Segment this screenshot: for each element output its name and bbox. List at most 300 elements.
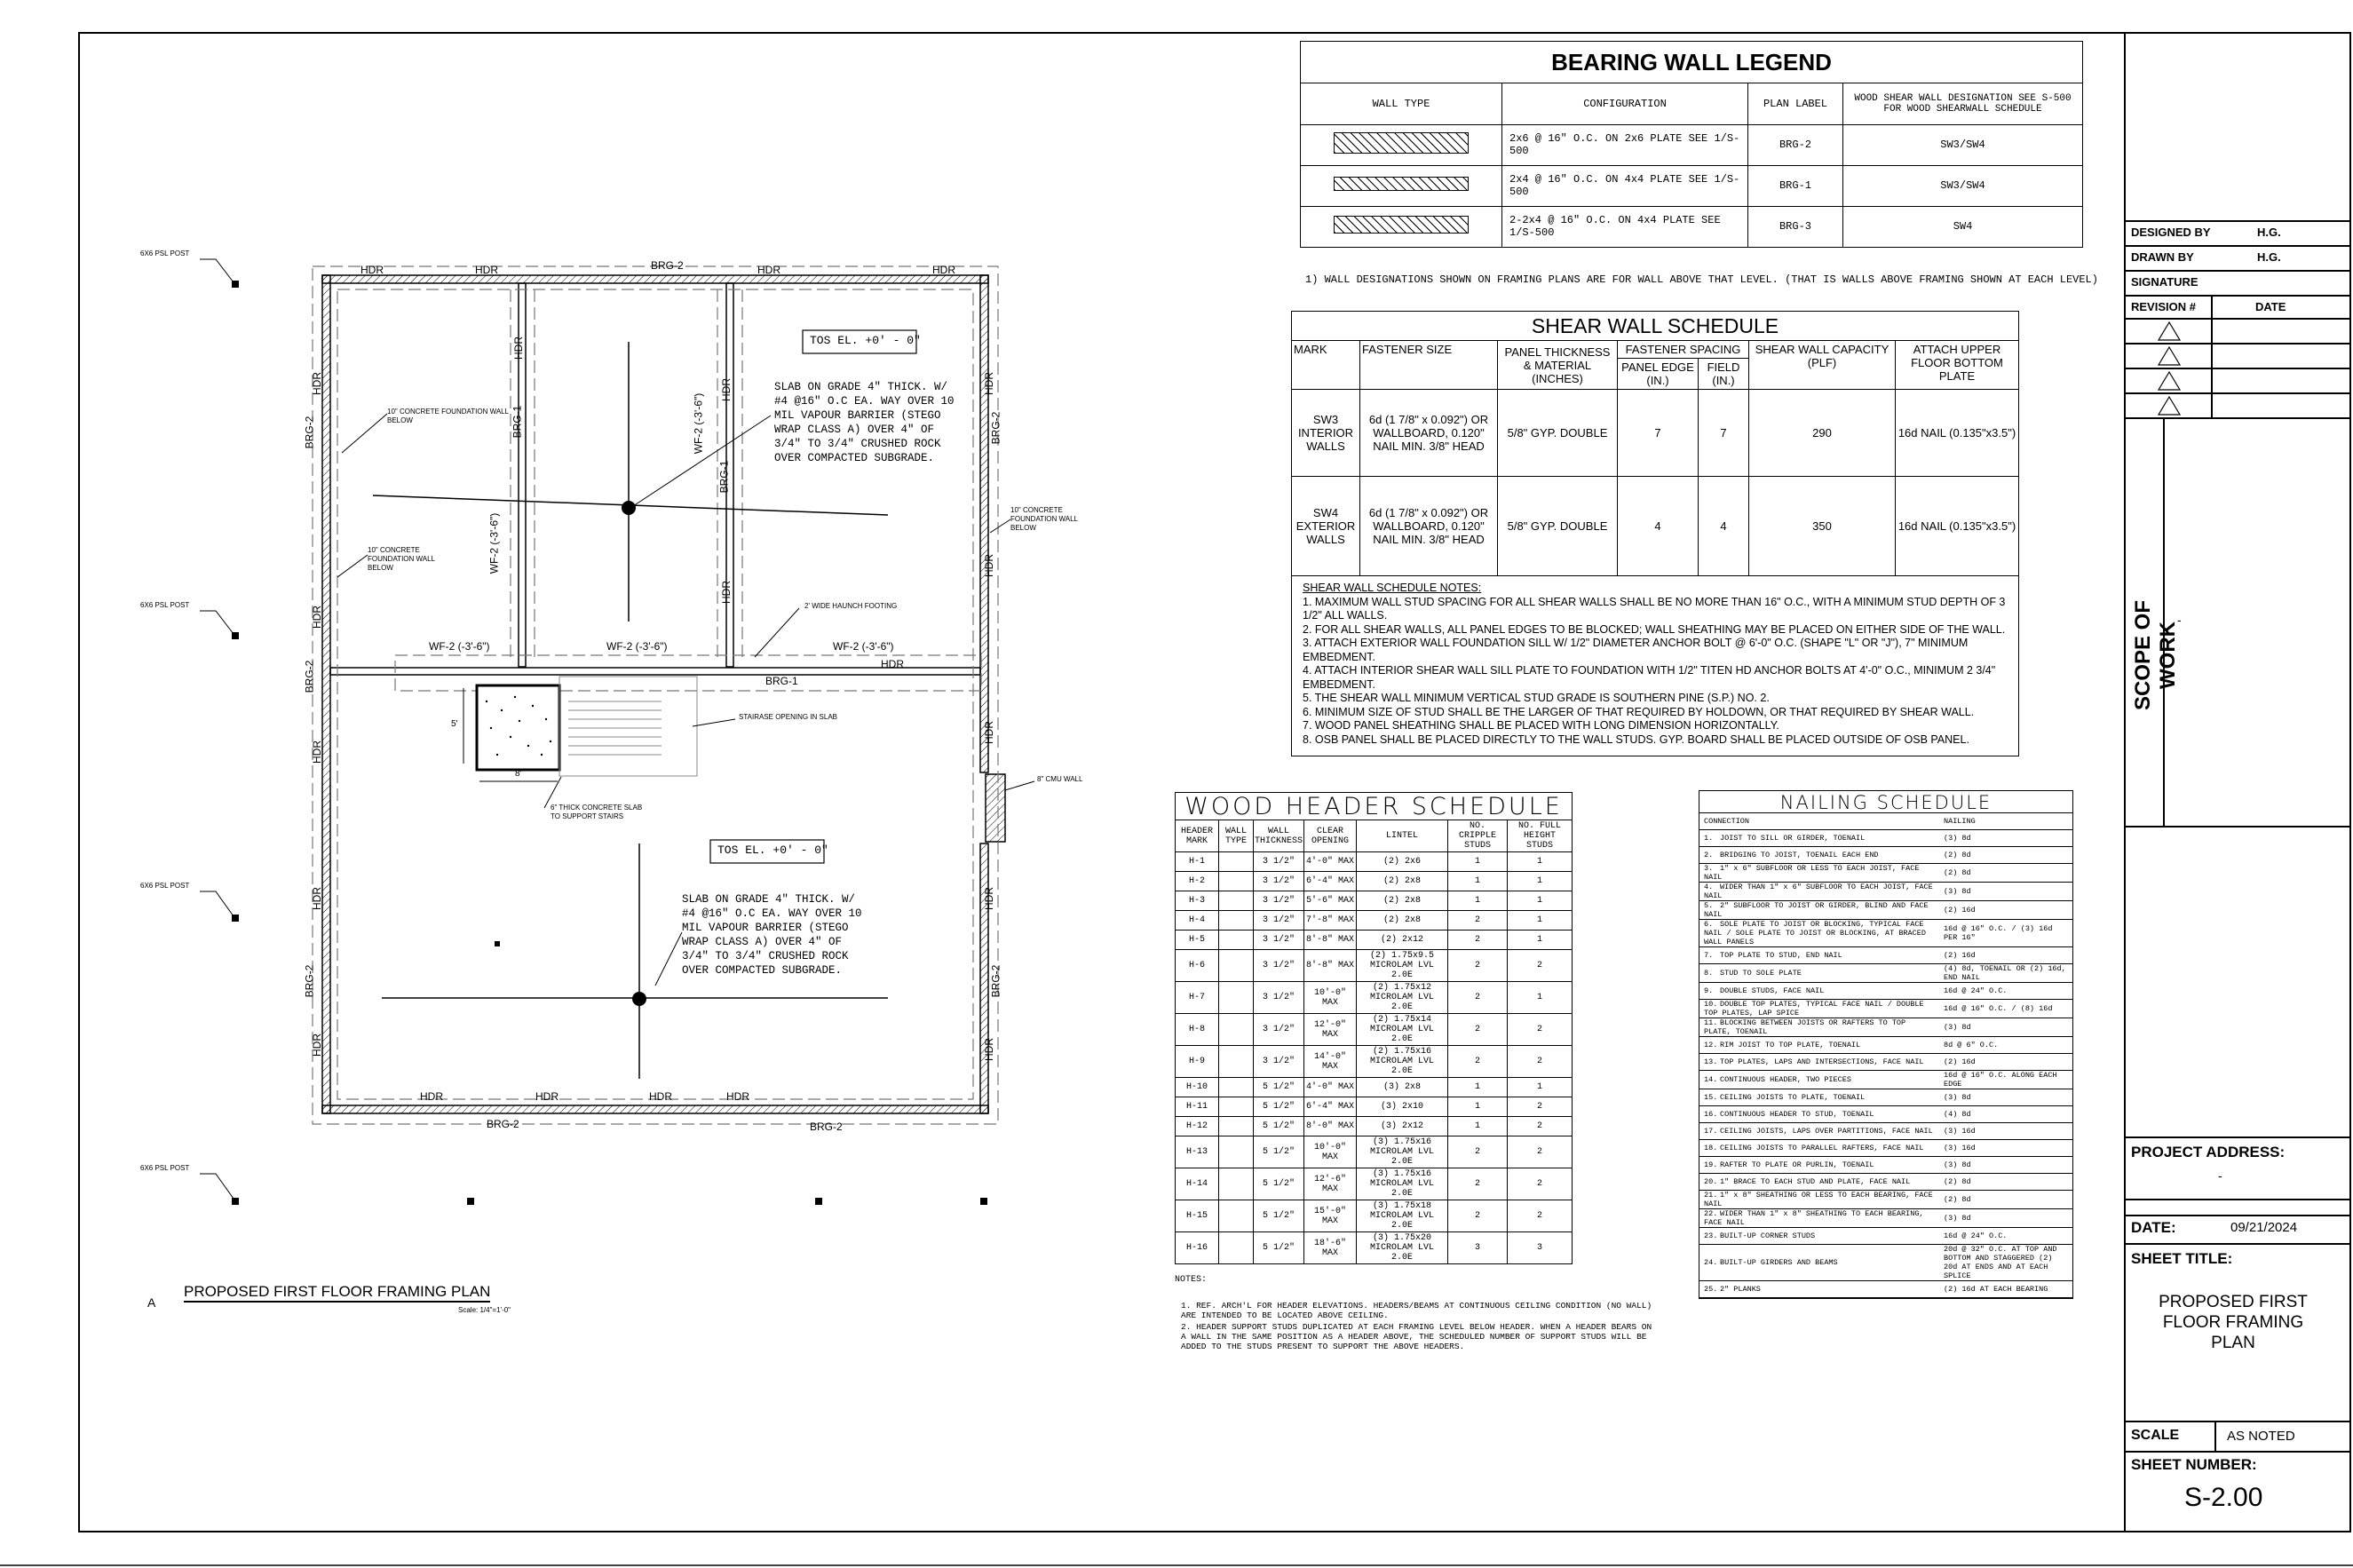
nailing-value: (4) 8d, TOENAIL OR (2) 16d, END NAIL [1939, 964, 2072, 983]
hdr-label: HDR [420, 1090, 443, 1103]
header-schedule-cell: 18'-6" MAX [1304, 1232, 1357, 1264]
nailing-value: (2) 8d [1939, 847, 2072, 864]
wf2-label: WF-2 (-3'-6") [487, 512, 501, 574]
nailing-value: 16d @ 24" O.C. [1939, 1228, 2072, 1245]
nailing-connection-text: BUILT-UP CORNER STUDS [1720, 1231, 1816, 1240]
header-schedule-cell: (2) 2x8 [1357, 872, 1448, 891]
hdr-label: HDR [311, 1033, 323, 1057]
nailing-row [1699, 1174, 2072, 1191]
nailing-number: 15. [1704, 1093, 1718, 1102]
nailing-value: (3) 16d [1939, 1123, 2072, 1140]
header-schedule-cell: 6'-4" MAX [1304, 1097, 1357, 1117]
shear-note: 3. ATTACH EXTERIOR WALL FOUNDATION SILL W/ 1/2" DIAMETER ANCHOR BOLT @ 6'-0" O.C. (SHAPE "L" OR "J"), 7" MINIMUM EMBEDMENT. [1303, 637, 1969, 663]
nailing-connection [1699, 1123, 1939, 1140]
nailing-h-conn: CONNECTION [1699, 813, 1939, 830]
nailing-connection-text: STUD TO SOLE PLATE [1720, 969, 1802, 978]
legend-header: PLAN LABEL [1748, 83, 1843, 124]
tb-rule [2124, 826, 2351, 828]
shear-table [1292, 341, 2018, 576]
nailing-row [1699, 864, 2072, 883]
nailing-value: (2) 8d [1939, 864, 2072, 883]
nailing-number: 10. [1704, 1000, 1718, 1009]
header-schedule-cell: 4'-0" MAX [1304, 1078, 1357, 1097]
nailing-connection [1699, 1089, 1939, 1106]
legend-label: BRG-2 [1748, 124, 1843, 165]
header-schedule-cell: H-11 [1176, 1097, 1219, 1117]
header-schedule-cell [1219, 950, 1254, 982]
shear-wall-schedule [1291, 311, 2019, 756]
nailing-row [1699, 1245, 2072, 1281]
header-schedule-cell: 2 [1448, 982, 1508, 1014]
shear-note: 2. FOR ALL SHEAR WALLS, ALL PANEL EDGES TO BE BLOCKED; WALL SHEATHING MAY BE PLACED ON EITHER SIDE OF THE WALL. [1303, 622, 2006, 636]
header-schedule-cell [1219, 931, 1254, 950]
tos-label-lower: TOS EL. +0' - 0" [717, 843, 828, 857]
nailing-connection-text: BLOCKING BETWEEN JOISTS OR RAFTERS TO TOP PLATE, TOENAIL [1704, 1018, 1906, 1036]
header-schedule-row [1176, 1097, 1573, 1117]
nailing-value: (3) 8d [1939, 883, 2072, 901]
nailing-connection [1699, 1228, 1939, 1245]
header-schedule-cell: 2 [1508, 1117, 1573, 1136]
hs-col: WALL THICKNESS [1254, 820, 1304, 852]
wf2-label: WF-2 (-3'-6") [429, 640, 490, 653]
brg1-label: BRG-1 [717, 460, 731, 494]
header-schedule-cell: 2 [1448, 931, 1508, 950]
brg2-bottom-label: BRG-2 [487, 1118, 519, 1130]
nailing-row [1699, 1228, 2072, 1245]
wood-header-schedule [1175, 792, 1573, 1264]
header-schedule-cell: 5 1/2" [1254, 1232, 1304, 1264]
legend-symbol-brg1 [1301, 165, 1502, 206]
header-schedule-cell: (2) 2x8 [1357, 911, 1448, 931]
nailing-value: 8d @ 6" O.C. [1939, 1037, 2072, 1054]
nailing-number: 24. [1704, 1258, 1718, 1267]
header-schedule-cell: 8'-8" MAX [1304, 950, 1357, 982]
shear-note: 1. MAXIMUM WALL STUD SPACING FOR ALL SHEAR WALLS SHALL BE NO MORE THAN 16" O.C., WITH A MINIMUM STUD DEPTH OF 3 1/2" ALL WALLS. [1303, 595, 2006, 622]
tb-rule [2124, 1451, 2351, 1453]
nailing-value: (2) 16d [1939, 947, 2072, 964]
tb-rule [2124, 245, 2351, 247]
shear-note: 5. THE SHEAR WALL MINIMUM VERTICAL STUD GRADE IS SOUTHERN PINE (S.P.) NO. 2. [1303, 692, 1770, 704]
legend-designation: SW3/SW4 [1843, 124, 2083, 165]
sheet-title-value: PROPOSED FIRST FLOOR FRAMING PLAN [2159, 1293, 2308, 1352]
nailing-row [1699, 964, 2072, 983]
hdr-label: HDR [649, 1090, 672, 1103]
nailing-connection [1699, 920, 1939, 947]
shear-h-attach: ATTACH UPPER FLOOR BOTTOM PLATE [1896, 341, 2019, 390]
header-schedule-cell: H-13 [1176, 1136, 1219, 1168]
hdr-label: HDR [512, 337, 525, 360]
header-schedule-row [1176, 1232, 1573, 1264]
stair-slab [477, 685, 559, 770]
header-schedule-cell: 8'-8" MAX [1304, 931, 1357, 950]
hs-col: CLEAR OPENING [1304, 820, 1357, 852]
nailing-value: 16d @ 16" O.C. ALONG EACH EDGE [1939, 1071, 2072, 1089]
nailing-value: (2) 16d [1939, 1054, 2072, 1071]
header-schedule-cell: 5 1/2" [1254, 1200, 1304, 1232]
tb-rule [2124, 417, 2351, 419]
nailing-value: (2) 8d [1939, 1191, 2072, 1209]
header-schedule-cell [1219, 1232, 1254, 1264]
header-schedule-cell: H-9 [1176, 1046, 1219, 1078]
nailing-row [1699, 883, 2072, 901]
header-schedule-notes-title: NOTES: [1175, 1275, 1208, 1285]
shear-h-panel: PANEL THICKNESS & MATERIAL (INCHES) [1498, 341, 1618, 390]
header-schedule-note: 2. HEADER SUPPORT STUDS DUPLICATED AT EACH FRAMING LEVEL BELOW HEADER. WHEN A HEADER BEARS ON A WALL IN THE SAME POSITION AS A HEADER ABOVE, THE SCHEDULED NUMBER OF SUPPORT STUDS WILL BE ADDED TO THE STUDS PRESENT TO SUPPORT THE ABOVE HEADERS. [1181, 1322, 1652, 1351]
shear-h-fastener: FASTENER SIZE [1360, 341, 1498, 390]
nailing-number: 3. [1704, 864, 1714, 873]
hdr-label: HDR [983, 1038, 995, 1061]
header-schedule-cell: 2 [1448, 1046, 1508, 1078]
stairs [559, 677, 697, 776]
nailing-title: NAILING SCHEDULE [1699, 791, 2072, 813]
header-schedule-cell: 3 1/2" [1254, 982, 1304, 1014]
legend-table [1301, 83, 2082, 247]
nailing-row [1699, 1157, 2072, 1174]
wf2-label: WF-2 (-3'-6") [606, 640, 668, 653]
nailing-connection [1699, 1018, 1939, 1037]
nailing-value: (3) 16d [1939, 1140, 2072, 1157]
header-schedule-row [1176, 950, 1573, 982]
hdr-label: HDR [475, 264, 498, 276]
nailing-row [1699, 1054, 2072, 1071]
header-schedule-cell [1219, 1168, 1254, 1200]
project-address-value: - [2218, 1168, 2222, 1183]
nailing-connection [1699, 830, 1939, 847]
tb-rule [2124, 295, 2351, 297]
plan-scale: Scale: 1/4"=1'-0" [458, 1306, 511, 1314]
tb-col [2211, 295, 2213, 417]
header-schedule-cell: 8'-0" MAX [1304, 1117, 1357, 1136]
date-label: DATE: [2131, 1219, 2176, 1236]
nailing-number: 16. [1704, 1110, 1718, 1119]
nailing-number: 1. [1704, 834, 1714, 843]
header-schedule-cell: H-2 [1176, 872, 1219, 891]
header-schedule-cell [1219, 1097, 1254, 1117]
header-schedule-row [1176, 911, 1573, 931]
header-schedule-cell: 15'-0" MAX [1304, 1200, 1357, 1232]
header-schedule-cell: H-16 [1176, 1232, 1219, 1264]
header-schedule-cell: H-3 [1176, 891, 1219, 911]
nailing-connection-text: WIDER THAN 1" x 8" SHEATHING TO EACH BEARING, FACE NAIL [1704, 1209, 1924, 1227]
hs-col: HEADER MARK [1176, 820, 1219, 852]
nailing-connection [1699, 864, 1939, 883]
nailing-connection [1699, 1037, 1939, 1054]
drawn-by-value: H.G. [2257, 250, 2281, 264]
designed-by-label: DESIGNED BY [2131, 226, 2211, 239]
hdr-label: HDR [757, 264, 780, 276]
header-schedule-cell: 1 [1508, 931, 1573, 950]
header-schedule-cell: 12'-0" MAX [1304, 1014, 1357, 1046]
plan-callout-letter: A [147, 1295, 156, 1310]
nailing-connection-text: CEILING JOISTS TO PLATE, TOENAIL [1720, 1093, 1866, 1102]
nailing-number: 18. [1704, 1144, 1718, 1152]
shear-mark: SW3 INTERIOR WALLS [1292, 390, 1360, 477]
hdr-label: HDR [720, 581, 733, 604]
cmu-wall [986, 774, 1005, 842]
shear-edge: 4 [1618, 477, 1699, 576]
header-schedule-cell: H-10 [1176, 1078, 1219, 1097]
sheet-title-label: SHEET TITLE: [2131, 1250, 2233, 1267]
nailing-connection [1699, 964, 1939, 983]
header-schedule-row [1176, 931, 1573, 950]
nailing-row [1699, 1000, 2072, 1018]
scale-value: AS NOTED [2227, 1429, 2295, 1444]
header-schedule-cell [1219, 1046, 1254, 1078]
legend-config: 2x4 @ 16" O.C. ON 4x4 PLATE SEE 1/S-500 [1502, 165, 1748, 206]
header-schedule-cell: 2 [1448, 911, 1508, 931]
brg1-label: BRG-1 [765, 675, 798, 687]
nailing-connection-text: CEILING JOISTS TO PARALLEL RAFTERS, FACE NAIL [1720, 1144, 1924, 1152]
hdr-label: HDR [881, 658, 904, 670]
header-schedule-cell [1219, 1014, 1254, 1046]
legend-header: WALL TYPE [1301, 83, 1502, 124]
nailing-value: 16d @ 16" O.C. / (8) 16d [1939, 1000, 2072, 1018]
nailing-connection-text: 1" BRACE TO EACH STUD AND PLATE, FACE NAIL [1720, 1177, 1911, 1186]
header-schedule-cell [1219, 891, 1254, 911]
header-schedule-cell: 1 [1508, 982, 1573, 1014]
shear-panel: 5/8" GYP. DOUBLE [1498, 477, 1618, 576]
nailing-value: (3) 8d [1939, 1089, 2072, 1106]
header-schedule-cell: 1 [1448, 1117, 1508, 1136]
legend-label: BRG-1 [1748, 165, 1843, 206]
header-schedule-cell: (3) 1.75x16 MICROLAM LVL 2.0E [1357, 1136, 1448, 1168]
nailing-row [1699, 1191, 2072, 1209]
shear-h-capacity: SHEAR WALL CAPACITY (PLF) [1749, 341, 1896, 390]
brg2-right-label: BRG-2 [989, 411, 1002, 445]
revision-label: REVISION # [2131, 300, 2196, 313]
header-schedule-row [1176, 891, 1573, 911]
nailing-number: 11. [1704, 1018, 1718, 1027]
nailing-connection-text: BRIDGING TO JOIST, TOENAIL EACH END [1720, 851, 1879, 859]
header-schedule-row [1176, 1168, 1573, 1200]
shear-note: 7. WOOD PANEL SHEATHING SHALL BE PLACED WITH LONG DIMENSION HORIZONTALLY. [1303, 719, 1779, 732]
nailing-number: 2. [1704, 851, 1714, 859]
nailing-row [1699, 1123, 2072, 1140]
nailing-connection [1699, 1209, 1939, 1228]
header-schedule-row [1176, 1200, 1573, 1232]
header-schedule-cell: 1 [1448, 1078, 1508, 1097]
tb-rule [2124, 1199, 2351, 1200]
brg2-left-label: BRG-2 [303, 964, 316, 998]
header-schedule-cell: 1 [1448, 852, 1508, 872]
nailing-row [1699, 830, 2072, 847]
shear-note: 6. MINIMUM SIZE OF STUD SHALL BE THE LARGER OF THAT REQUIRED BY HOLDOWN, OR THAT REQUIRED BY SHEAR WALL. [1303, 705, 1975, 718]
header-schedule-cell: 5'-6" MAX [1304, 891, 1357, 911]
nailing-row [1699, 1106, 2072, 1123]
nailing-value: (3) 8d [1939, 830, 2072, 847]
shear-title: SHEAR WALL SCHEDULE [1292, 312, 2018, 341]
project-address-label: PROJECT ADDRESS: [2131, 1144, 2286, 1160]
nailing-connection [1699, 1054, 1939, 1071]
nailing-connection-text: WIDER THAN 1" x 6" SUBFLOOR TO EACH JOIST, FACE NAIL [1704, 883, 1933, 900]
tb-rule [2124, 270, 2351, 272]
nailing-value: 16d @ 24" O.C. [1939, 983, 2072, 1000]
hdr-label: HDR [983, 721, 995, 744]
nailing-number: 25. [1704, 1285, 1718, 1294]
header-schedule-cell: 2 [1508, 1136, 1573, 1168]
hs-col: WALL TYPE [1219, 820, 1254, 852]
cmu-note: 8" CMU WALL [1037, 775, 1083, 783]
hdr-label: HDR [726, 1090, 749, 1103]
header-schedule-row [1176, 1046, 1573, 1078]
nailing-connection [1699, 901, 1939, 920]
header-schedule-cell: H-15 [1176, 1200, 1219, 1232]
header-schedule-cell: (3) 1.75x18 MICROLAM LVL 2.0E [1357, 1200, 1448, 1232]
nailing-connection-text: RIM JOIST TO TOP PLATE, TOENAIL [1720, 1041, 1861, 1049]
plan-title: PROPOSED FIRST FLOOR FRAMING PLAN [184, 1283, 490, 1303]
nailing-number: 7. [1704, 951, 1714, 960]
header-schedule-body [1176, 852, 1573, 1264]
nailing-row [1699, 1140, 2072, 1157]
nailing-connection-text: 1" x 6" SUBFLOOR OR LESS TO EACH JOIST, FACE NAIL [1704, 864, 1920, 882]
legend-header: WOOD SHEAR WALL DESIGNATION SEE S-500 FOR WOOD SHEARWALL SCHEDULE [1843, 83, 2083, 124]
header-schedule-cell: H-8 [1176, 1014, 1219, 1046]
header-schedule-cell: 2 [1448, 1168, 1508, 1200]
header-schedule-cell: 3 1/2" [1254, 931, 1304, 950]
hdr-label: HDR [311, 740, 323, 764]
header-schedule-cell: (3) 2x8 [1357, 1078, 1448, 1097]
header-schedule-row [1176, 1014, 1573, 1046]
date-value: 09/21/2024 [2230, 1220, 2298, 1235]
shear-field: 7 [1699, 390, 1749, 477]
nailing-connection-text: CEILING JOISTS, LAPS OVER PARTITIONS, FACE NAIL [1720, 1127, 1933, 1136]
brg1-label: BRG-1 [511, 405, 524, 439]
nailing-connection-text: CONTINUOUS HEADER, TWO PIECES [1720, 1075, 1851, 1084]
header-schedule-cell: 3 [1508, 1232, 1573, 1264]
header-schedule-cell: 3 1/2" [1254, 1014, 1304, 1046]
header-schedule-cell: 3 1/2" [1254, 950, 1304, 982]
scale-label: SCALE [2131, 1428, 2180, 1443]
header-schedule-cell: 1 [1448, 1097, 1508, 1117]
header-schedule-cell: 14'-0" MAX [1304, 1046, 1357, 1078]
header-schedule-row [1176, 1078, 1573, 1097]
shear-h-field: FIELD (IN.) [1699, 359, 1749, 390]
revision-date-label: DATE [2255, 300, 2286, 313]
nailing-body [1699, 830, 2072, 1298]
nailing-connection [1699, 883, 1939, 901]
header-schedule-cell: (3) 2x10 [1357, 1097, 1448, 1117]
thick-slab-note: 6" THICK CONCRETE SLAB TO SUPPORT STAIRS [551, 804, 643, 820]
nailing-value: 20d @ 32" O.C. AT TOP AND BOTTOM AND STAGGERED (2) 20d AT ENDS AND AT EACH SPLICE [1939, 1245, 2072, 1281]
shear-fastener: 6d (1 7/8" x 0.092") OR WALLBOARD, 0.120" NAIL MIN. 3/8" HEAD [1360, 390, 1498, 477]
legend-symbol-brg2 [1301, 124, 1502, 165]
header-schedule-cell: 3 1/2" [1254, 852, 1304, 872]
legend-symbol-brg3 [1301, 206, 1502, 247]
tb-rule [2124, 1243, 2351, 1245]
shear-h-mark: MARK [1292, 341, 1360, 390]
shear-note: 8. OSB PANEL SHALL BE PLACED DIRECTLY TO THE WALL STUDS. GYP. BOARD SHALL BE PLACED OUTSIDE OF OSB PANEL. [1303, 733, 1969, 746]
header-schedule-cell: 3 [1448, 1232, 1508, 1264]
legend-note: 1) WALL DESIGNATIONS SHOWN ON FRAMING PLANS ARE FOR WALL ABOVE THAT LEVEL. (THAT IS WALLS ABOVE FRAMING SHOWN AT EACH LEVEL) [1305, 273, 2098, 286]
legend-designation: SW4 [1843, 206, 2083, 247]
nailing-value: (4) 8d [1939, 1106, 2072, 1123]
foundation-wall-note: 10" CONCRETE FOUNDATION WALL BELOW [1010, 506, 1078, 532]
brg2-left-label: BRG-2 [303, 416, 316, 449]
header-schedule-cell: 10'-0" MAX [1304, 982, 1357, 1014]
nailing-row [1699, 1281, 2072, 1298]
foundation-wall-note: 10" CONCRETE FOUNDATION WALL BELOW [368, 546, 435, 572]
tb-rule [2124, 1421, 2351, 1422]
header-schedule-cell: 3 1/2" [1254, 891, 1304, 911]
nailing-connection [1699, 1157, 1939, 1174]
header-schedule-cell: (2) 1.75x9.5 MICROLAM LVL 2.0E [1357, 950, 1448, 982]
shear-mark: SW4 EXTERIOR WALLS [1292, 477, 1360, 576]
nailing-connection-text: BUILT-UP GIRDERS AND BEAMS [1720, 1258, 1838, 1267]
nailing-connection-text: TOP PLATES, LAPS AND INTERSECTIONS, FACE NAIL [1720, 1057, 1924, 1066]
hdr-label: HDR [311, 372, 323, 395]
header-schedule-cell: 2 [1508, 1097, 1573, 1117]
nailing-table [1699, 813, 2072, 1298]
nailing-connection [1699, 1245, 1939, 1281]
nailing-schedule [1699, 790, 2073, 1299]
brg2-top-label: BRG-2 [651, 259, 684, 272]
nailing-connection-text: DOUBLE TOP PLATES, TYPICAL FACE NAIL / DOUBLE TOP PLATES, LAP SPICE [1704, 1000, 1924, 1018]
hs-col: LINTEL [1357, 820, 1448, 852]
header-schedule-cell: H-5 [1176, 931, 1219, 950]
tb-rule [2124, 220, 2351, 222]
tb-col [2214, 1421, 2216, 1451]
legend-title: BEARING WALL LEGEND [1301, 42, 2082, 83]
titleblock-divider [2124, 32, 2126, 1532]
header-schedule-cell: 1 [1508, 872, 1573, 891]
psl-post-label: 6X6 PSL POST [140, 601, 190, 609]
nailing-connection-text: TOP PLATE TO STUD, END NAIL [1720, 951, 1842, 960]
shear-capacity: 350 [1749, 477, 1896, 576]
gridline-node-lower [632, 992, 646, 1006]
nailing-connection-text: JOIST TO SILL OR GIRDER, TOENAIL [1720, 834, 1866, 843]
header-schedule-cell: 3 1/2" [1254, 911, 1304, 931]
hdr-label: HDR [311, 887, 323, 910]
nailing-connection [1699, 1106, 1939, 1123]
nailing-row [1699, 1037, 2072, 1054]
nailing-number: 22. [1704, 1209, 1718, 1218]
nailing-number: 17. [1704, 1127, 1718, 1136]
shear-h-edge: PANEL EDGE (IN.) [1618, 359, 1699, 390]
haunch-note: 2' WIDE HAUNCH FOOTING [804, 602, 898, 610]
header-schedule-cell: 1 [1448, 872, 1508, 891]
header-schedule-row [1176, 1136, 1573, 1168]
sheet-number-label: SHEET NUMBER: [2131, 1456, 2257, 1473]
header-schedule-cell: (2) 1.75x12 MICROLAM LVL 2.0E [1357, 982, 1448, 1014]
header-schedule-row [1176, 852, 1573, 872]
nailing-connection-text: 2" SUBFLOOR TO JOIST OR GIRDER, BLIND AND FACE NAIL [1704, 901, 1929, 919]
nailing-connection [1699, 1071, 1939, 1089]
nailing-connection [1699, 1000, 1939, 1018]
header-schedule-cell: 12'-6" MAX [1304, 1168, 1357, 1200]
nailing-connection-text: RAFTER TO PLATE OR PURLIN, TOENAIL [1720, 1160, 1874, 1169]
header-schedule-cell: (2) 1.75x14 MICROLAM LVL 2.0E [1357, 1014, 1448, 1046]
slab-note-upper: SLAB ON GRADE 4" THICK. W/ #4 @16" O.C EA. WAY OVER 10 MIL VAPOUR BARRIER (STEGO WRAP CLASS A) OVER 4" OF 3/4" TO 3/4" CRUSHED ROCK OVER COMPACTED SUBGRADE. [774, 381, 955, 464]
header-schedule-cell: (3) 1.75x20 MICROLAM LVL 2.0E [1357, 1232, 1448, 1264]
nailing-connection [1699, 1174, 1939, 1191]
nailing-connection [1699, 847, 1939, 864]
header-schedule-table [1175, 820, 1573, 1264]
header-schedule-cell: 2 [1448, 950, 1508, 982]
tb-rule [2124, 1215, 2351, 1216]
tos-label-upper: TOS EL. +0' - 0" [810, 334, 921, 347]
nailing-number: 23. [1704, 1231, 1718, 1240]
scope-of-work-label: SCOPE OF WORK [2131, 599, 2180, 711]
nailing-row [1699, 920, 2072, 947]
header-schedule-cell: (3) 1.75x16 MICROLAM LVL 2.0E [1357, 1168, 1448, 1200]
shear-field: 4 [1699, 477, 1749, 576]
nailing-number: 19. [1704, 1160, 1718, 1169]
revision-triangles [2156, 320, 2183, 417]
header-schedule-cell: 2 [1448, 1200, 1508, 1232]
header-schedule-cell: 1 [1508, 1078, 1573, 1097]
nailing-number: 20. [1704, 1177, 1718, 1186]
header-schedule-cell: 5 1/2" [1254, 1136, 1304, 1168]
